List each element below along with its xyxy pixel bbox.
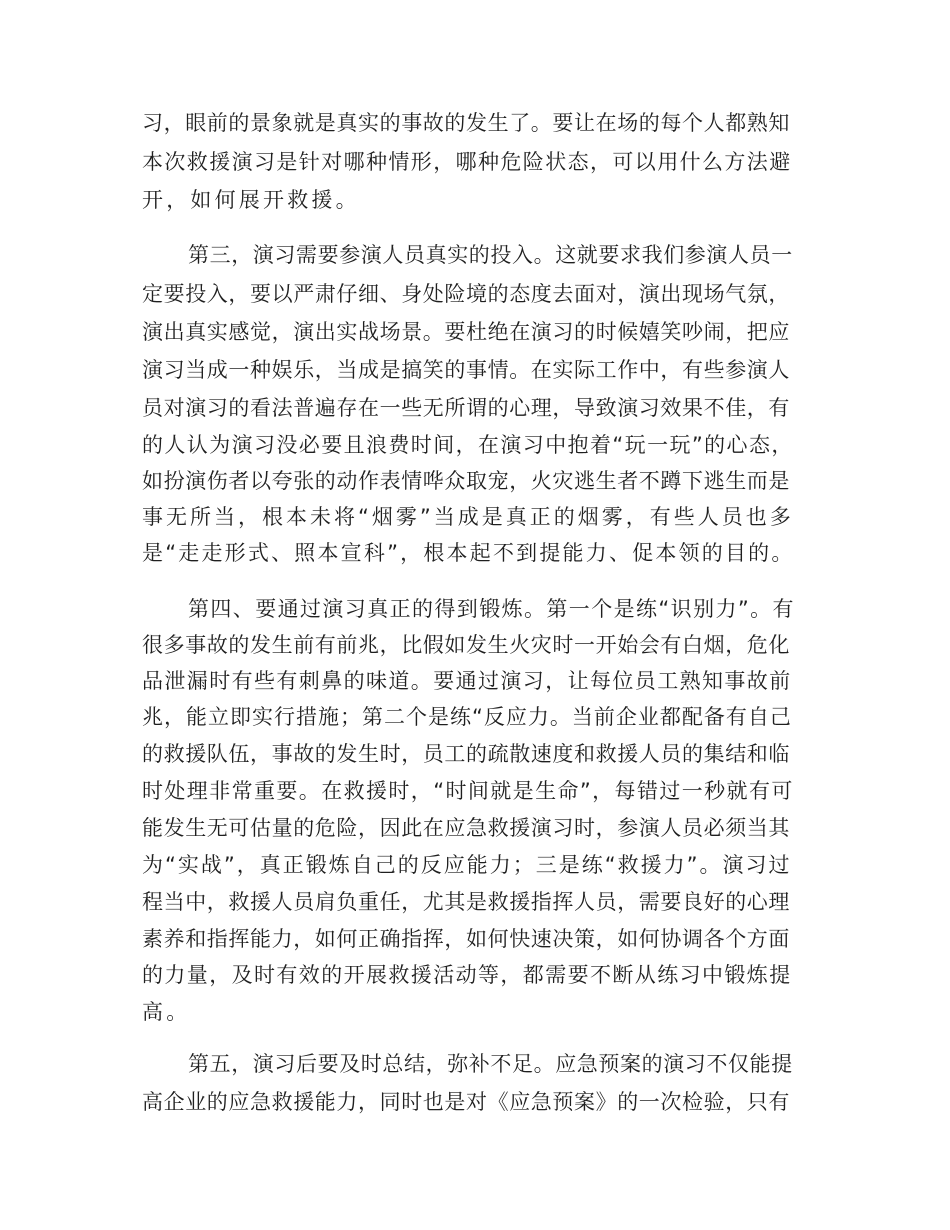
text-line: 的人认为演习没必要且浪费时间，在演习中抱着“玩一玩”的心态， — [142, 433, 794, 457]
text-line: 的力量，及时有效的开展救援活动等，都需要不断从练习中锻炼提 — [142, 963, 792, 987]
text-line: 演出真实感觉，演出实战场景。要杜绝在演习的时候嬉笑吵闹，把应 — [142, 320, 790, 344]
text-line: 品泄漏时有些有刺鼻的味道。要通过演习，让每位员工熟知事故前 — [142, 669, 792, 693]
text-line: 员对演习的看法普遍存在一些无所谓的心理，导致演习效果不佳，有 — [142, 396, 790, 420]
text-line: 是“走走形式、照本宣科”，根本起不到提能力、促本领的目的。 — [142, 541, 795, 565]
text-line: 如扮演伤者以夸张的动作表情哗众取宠，火灾逃生者不蹲下逃生而是 — [142, 469, 790, 493]
text-line: 本次救援演习是针对哪种情形，哪种危险状态，可以用什么方法避 — [142, 150, 792, 174]
text-line: 开，如何展开救援。 — [142, 188, 360, 212]
text-line: 定要投入，要以严肃仔细、身处险境的态度去面对，演出现场气氛， — [142, 282, 790, 306]
text-line: 事无所当，根本未将“烟雾”当成是真正的烟雾，有些人员也多 — [142, 505, 794, 529]
text-line: 素养和指挥能力，如何正确指挥，如何快速决策，如何协调各个方面 — [142, 927, 790, 951]
text-line: 程当中，救援人员肩负重任，尤其是救援指挥人员，需要良好的心理 — [142, 890, 790, 914]
text-line: 为“实战”，真正锻炼自己的反应能力；三是练“救援力”。演习过 — [142, 853, 792, 877]
text-line: 很多事故的发生前有前兆，比假如发生火灾时一开始会有白烟，危化 — [142, 633, 790, 657]
text-line: 时处理非常重要。在救援时，“时间就是生命”，每错过一秒就有可 — [142, 779, 794, 803]
text-line: 第四、要通过演习真正的得到锻炼。第一个是练“识别力”。有 — [188, 597, 795, 621]
text-line: 高企业的应急救援能力，同时也是对《应急预案》的一次检验，只有 — [142, 1090, 790, 1114]
text-line: 兆，能立即实行措施；第二个是练“反应力。当前企业都配备有自己 — [142, 705, 792, 729]
text-line: 的救援队伍，事故的发生时，员工的疏散速度和救援人员的集结和临 — [142, 742, 790, 766]
text-line: 演习当成一种娱乐，当成是搞笑的事情。在实际工作中，有些参演人 — [142, 358, 790, 382]
text-line: 能发生无可估量的危险，因此在应急救援演习时，参演人员必须当其 — [142, 816, 790, 840]
text-line: 高。 — [142, 1000, 191, 1024]
text-line: 习，眼前的景象就是真实的事故的发生了。要让在场的每个人都熟知 — [142, 111, 790, 135]
text-line: 第五，演习后要及时总结，弥补不足。应急预案的演习不仅能提 — [188, 1052, 793, 1076]
text-line: 第三，演习需要参演人员真实的投入。这就要求我们参演人员一 — [188, 243, 793, 267]
